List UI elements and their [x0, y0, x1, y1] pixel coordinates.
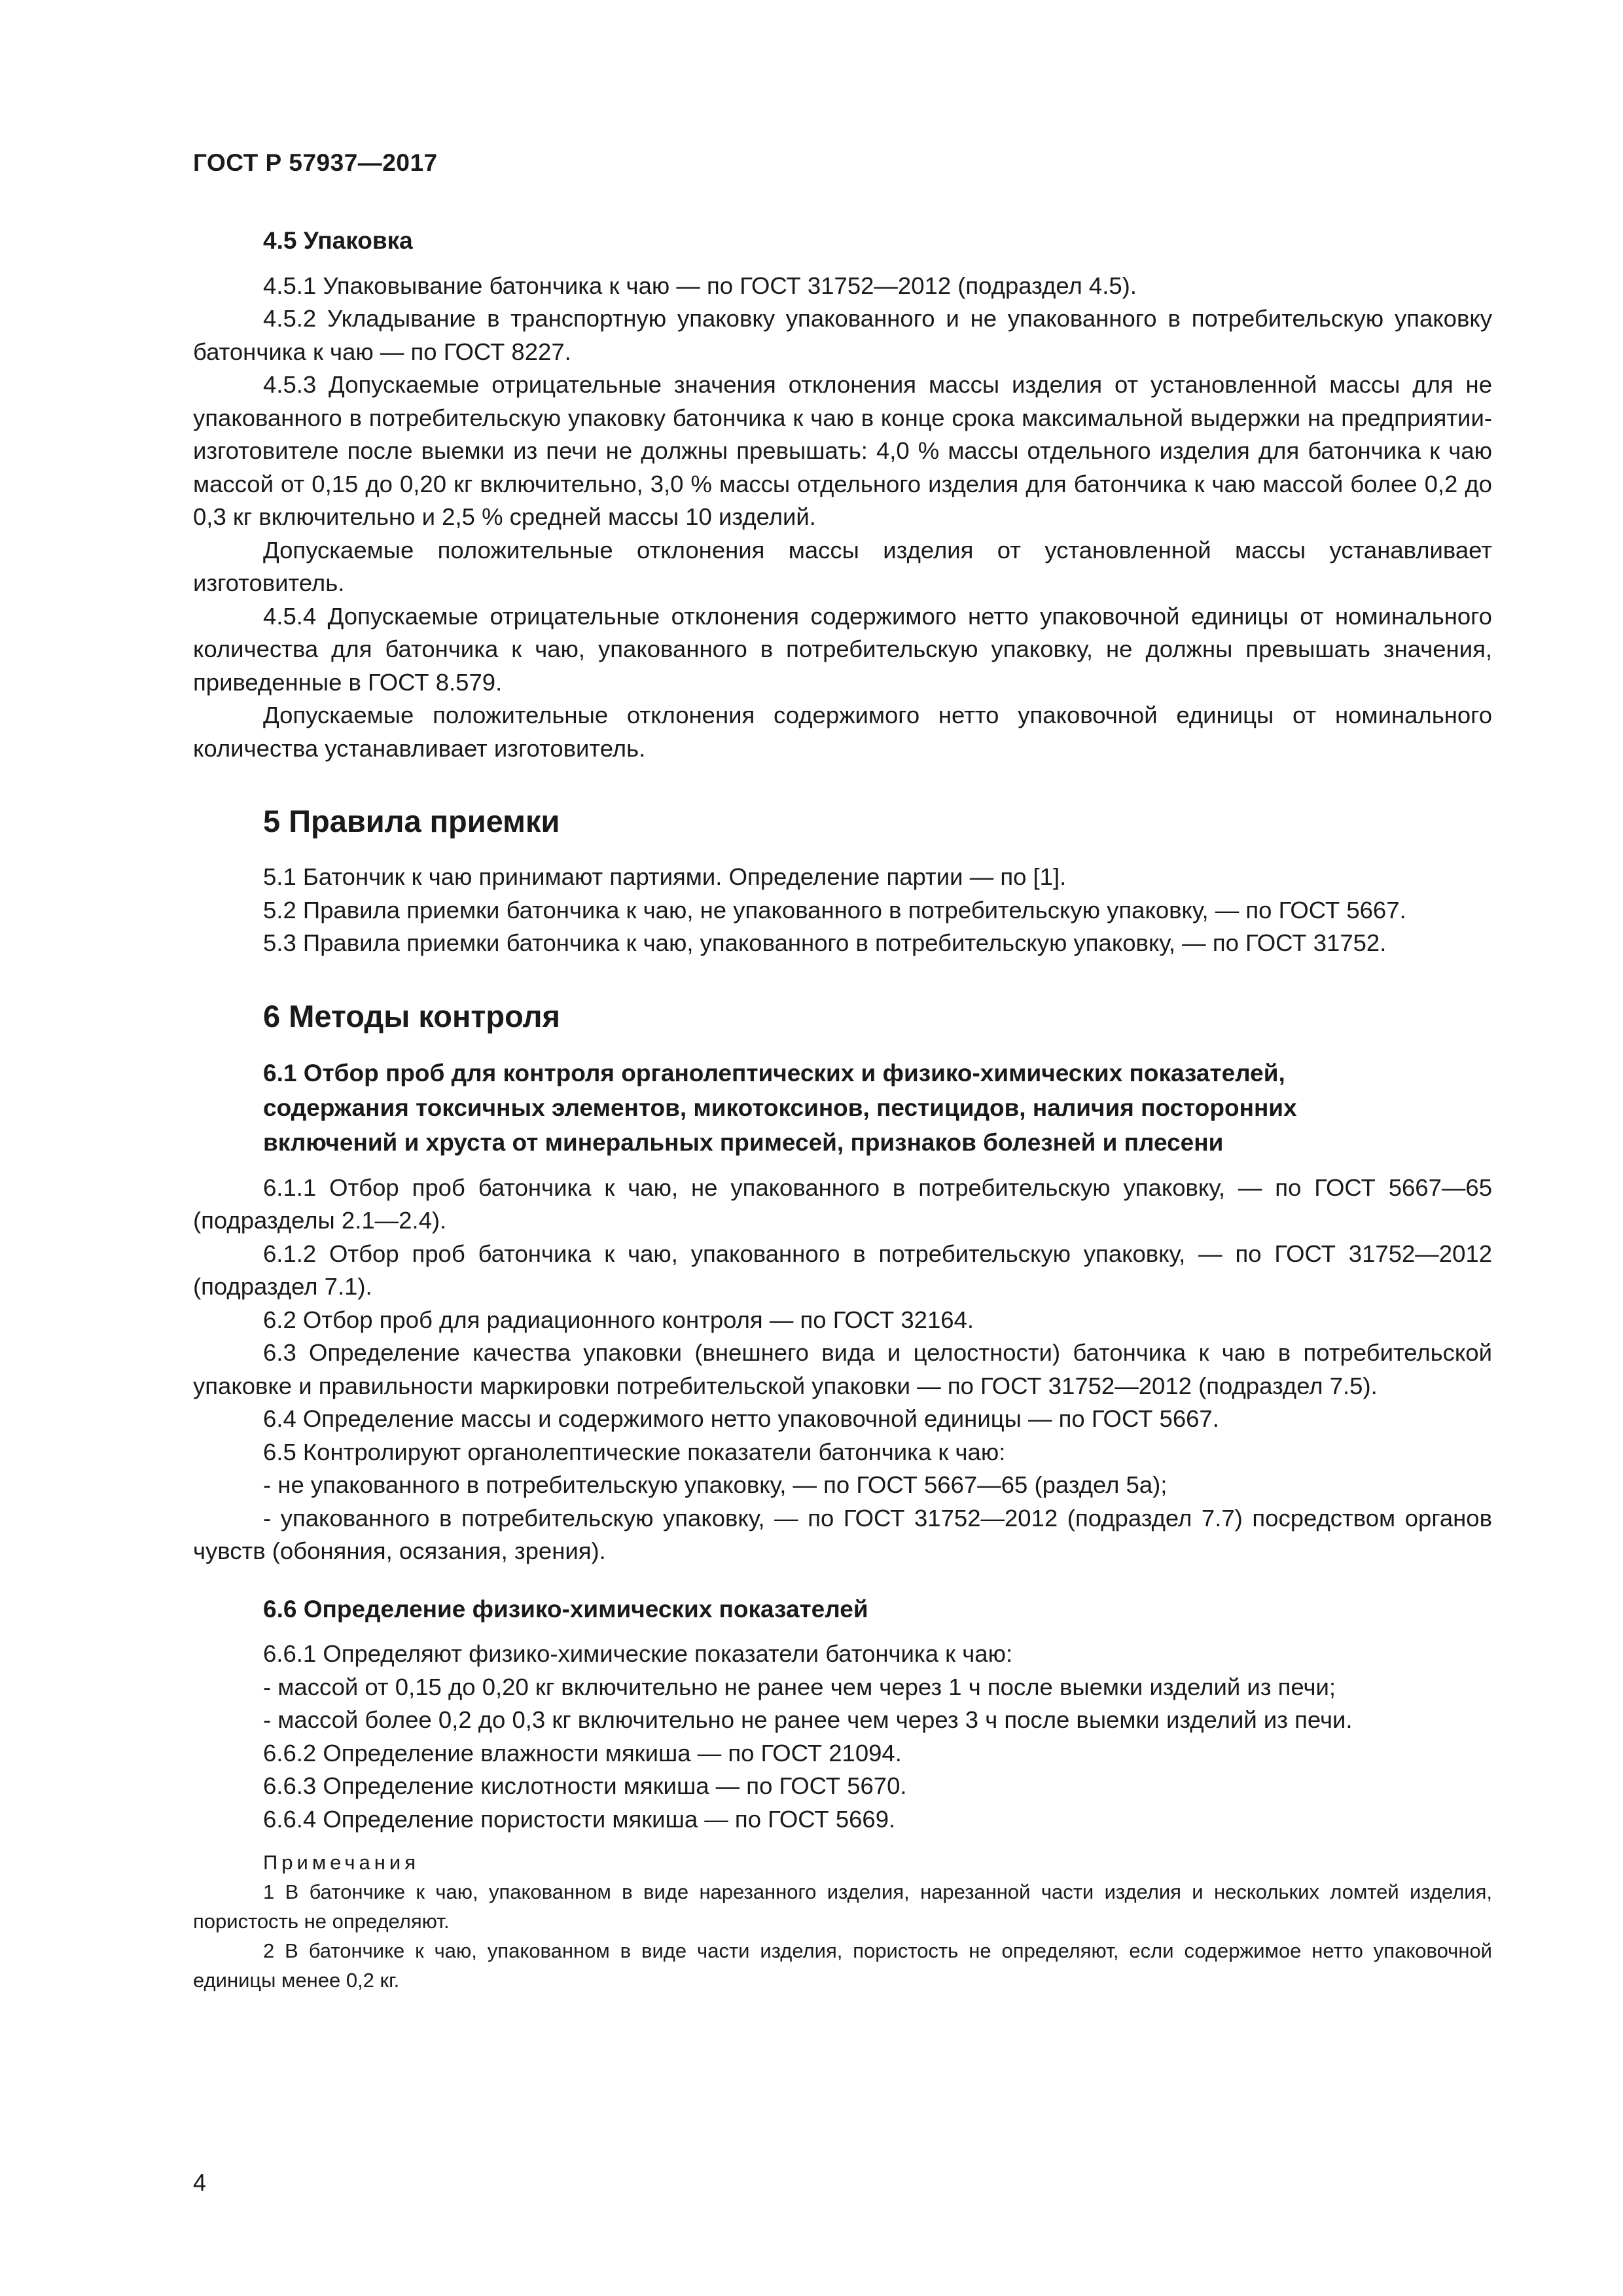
paragraph-6-2: 6.2 Отбор проб для радиационного контроля — по ГОСТ 32164.: [263, 1306, 974, 1333]
page-content: [193, 224, 1492, 1995]
paragraph-6-3: 6.3 Определение качества упаковки (внешнего вида и целостности) батончика к чаю в потребительской упаковке и правильности маркировки потребительской упаковки — по ГОСТ 31752—2012 (подраздел 7.5).: [193, 1339, 1492, 1399]
paragraph-4-5-4-positive: Допускаемые положительные отклонения содержимого нетто упаковочной единицы от номинального количества устанавливает изготовитель.: [193, 702, 1492, 762]
list-item-6-6-1-b: - массой более 0,2 до 0,3 кг включительно не ранее чем через 3 ч после выемки изделий из печи.: [263, 1706, 1353, 1733]
paragraph-6-6-2: 6.6.2 Определение влажности мякиша — по ГОСТ 21094.: [263, 1739, 902, 1767]
paragraph-4-5-3-positive: Допускаемые положительные отклонения массы изделия от установленной массы устанавливает изготовитель.: [193, 536, 1492, 596]
paragraph-6-4: 6.4 Определение массы и содержимого нетто упаковочной единицы — по ГОСТ 5667.: [263, 1405, 1219, 1432]
paragraph-4-5-1: 4.5.1 Упаковывание батончика к чаю — по ГОСТ 31752—2012 (подраздел 4.5).: [263, 272, 1137, 299]
subsection-6-1-heading: [193, 1056, 1492, 1160]
paragraph-6-6-4: 6.6.4 Определение пористости мякиша — по ГОСТ 5669.: [263, 1805, 896, 1833]
section-4-5-heading: 4.5 Упаковка: [263, 227, 413, 254]
paragraph-6-1-1: 6.1.1 Отбор проб батончика к чаю, не упакованного в потребительскую упаковку, — по ГОСТ 5667—65 (подразделы 2.1—2.4).: [193, 1174, 1492, 1234]
note-1: 1 В батончике к чаю, упакованном в виде нарезанного изделия, нарезанной части изделия и нескольких ломтей изделия, пористость не определяют.: [193, 1880, 1492, 1933]
paragraph-5-1: 5.1 Батончик к чаю принимают партиями. Определение партии — по [1].: [263, 863, 1067, 890]
notes-title: Примечания: [263, 1851, 419, 1874]
paragraph-4-5-3: 4.5.3 Допускаемые отрицательные значения отклонения массы изделия от установленной массы для не упакованного в потребительскую упаковку батончика к чаю в конце срока максимальной выдержки на предприятии-изготовителе после выемки из печи не должны превышать: 4,0 % массы отдельного изделия для батончика к чаю массой от 0,15 до 0,20 кг включительно, 3,0 % массы отдельного изделия для батончика к чаю массой более 0,2 до 0,3 кг включительно и 2,5 % средней массы 10 изделий.: [193, 371, 1492, 530]
document-code-header: ГОСТ Р 57937—2017: [193, 149, 438, 176]
section-6-heading: 6 Методы контроля: [263, 998, 560, 1033]
paragraph-4-5-2: 4.5.2 Укладывание в транспортную упаковку упакованного и не упакованного в потребительскую упаковку батончика к чаю — по ГОСТ 8227.: [193, 305, 1492, 365]
paragraph-5-3: 5.3 Правила приемки батончика к чаю, упакованного в потребительскую упаковку, — по ГОСТ 31752.: [263, 929, 1387, 956]
list-item-6-5-b: - упакованного в потребительскую упаковку, — по ГОСТ 31752—2012 (подраздел 7.7) посредством органов чувств (обоняния, осязания, зрения).: [193, 1504, 1492, 1564]
paragraph-4-5-4: 4.5.4 Допускаемые отрицательные отклонения содержимого нетто упаковочной единицы от номинального количества для батончика к чаю, упакованного в потребительскую упаковку, не должны превышать значения, приведенные в ГОСТ 8.579.: [193, 602, 1492, 696]
subsection-6-1-heading-line: 6.1 Отбор проб для контроля органолептических и физико-химических показателей,: [263, 1059, 1285, 1086]
paragraph-6-1-2: 6.1.2 Отбор проб батончика к чаю, упакованного в потребительскую упаковку, — по ГОСТ 31752—2012 (подраздел 7.1).: [193, 1240, 1492, 1300]
subsection-6-1-heading-line: содержания токсичных элементов, микотоксинов, пестицидов, наличия посторонних: [263, 1094, 1297, 1121]
list-item-6-6-1-a: - массой от 0,15 до 0,20 кг включительно не ранее чем через 1 ч после выемки изделий из печи;: [263, 1673, 1336, 1700]
paragraph-6-6-3: 6.6.3 Определение кислотности мякиша — по ГОСТ 5670.: [263, 1772, 907, 1799]
paragraph-5-2: 5.2 Правила приемки батончика к чаю, не упакованного в потребительскую упаковку, — по ГОСТ 5667.: [263, 896, 1406, 924]
paragraph-6-6-1: 6.6.1 Определяют физико-химические показатели батончика к чаю:: [263, 1640, 1013, 1667]
section-5-heading: 5 Правила приемки: [263, 804, 560, 838]
page-number: 4: [193, 2169, 207, 2196]
paragraph-6-5: 6.5 Контролируют органолептические показатели батончика к чаю:: [263, 1438, 1006, 1465]
subsection-6-1-heading-line: включений и хруста от минеральных примесей, признаков болезней и плесени: [263, 1128, 1224, 1156]
subsection-6-6-heading: 6.6 Определение физико-химических показателей: [263, 1595, 868, 1623]
note-2: 2 В батончике к чаю, упакованном в виде части изделия, пористость не определяют, если содержимое нетто упаковочной единицы менее 0,2 кг.: [193, 1939, 1492, 1992]
list-item-6-5-a: - не упакованного в потребительскую упаковку, — по ГОСТ 5667—65 (раздел 5а);: [263, 1471, 1168, 1498]
